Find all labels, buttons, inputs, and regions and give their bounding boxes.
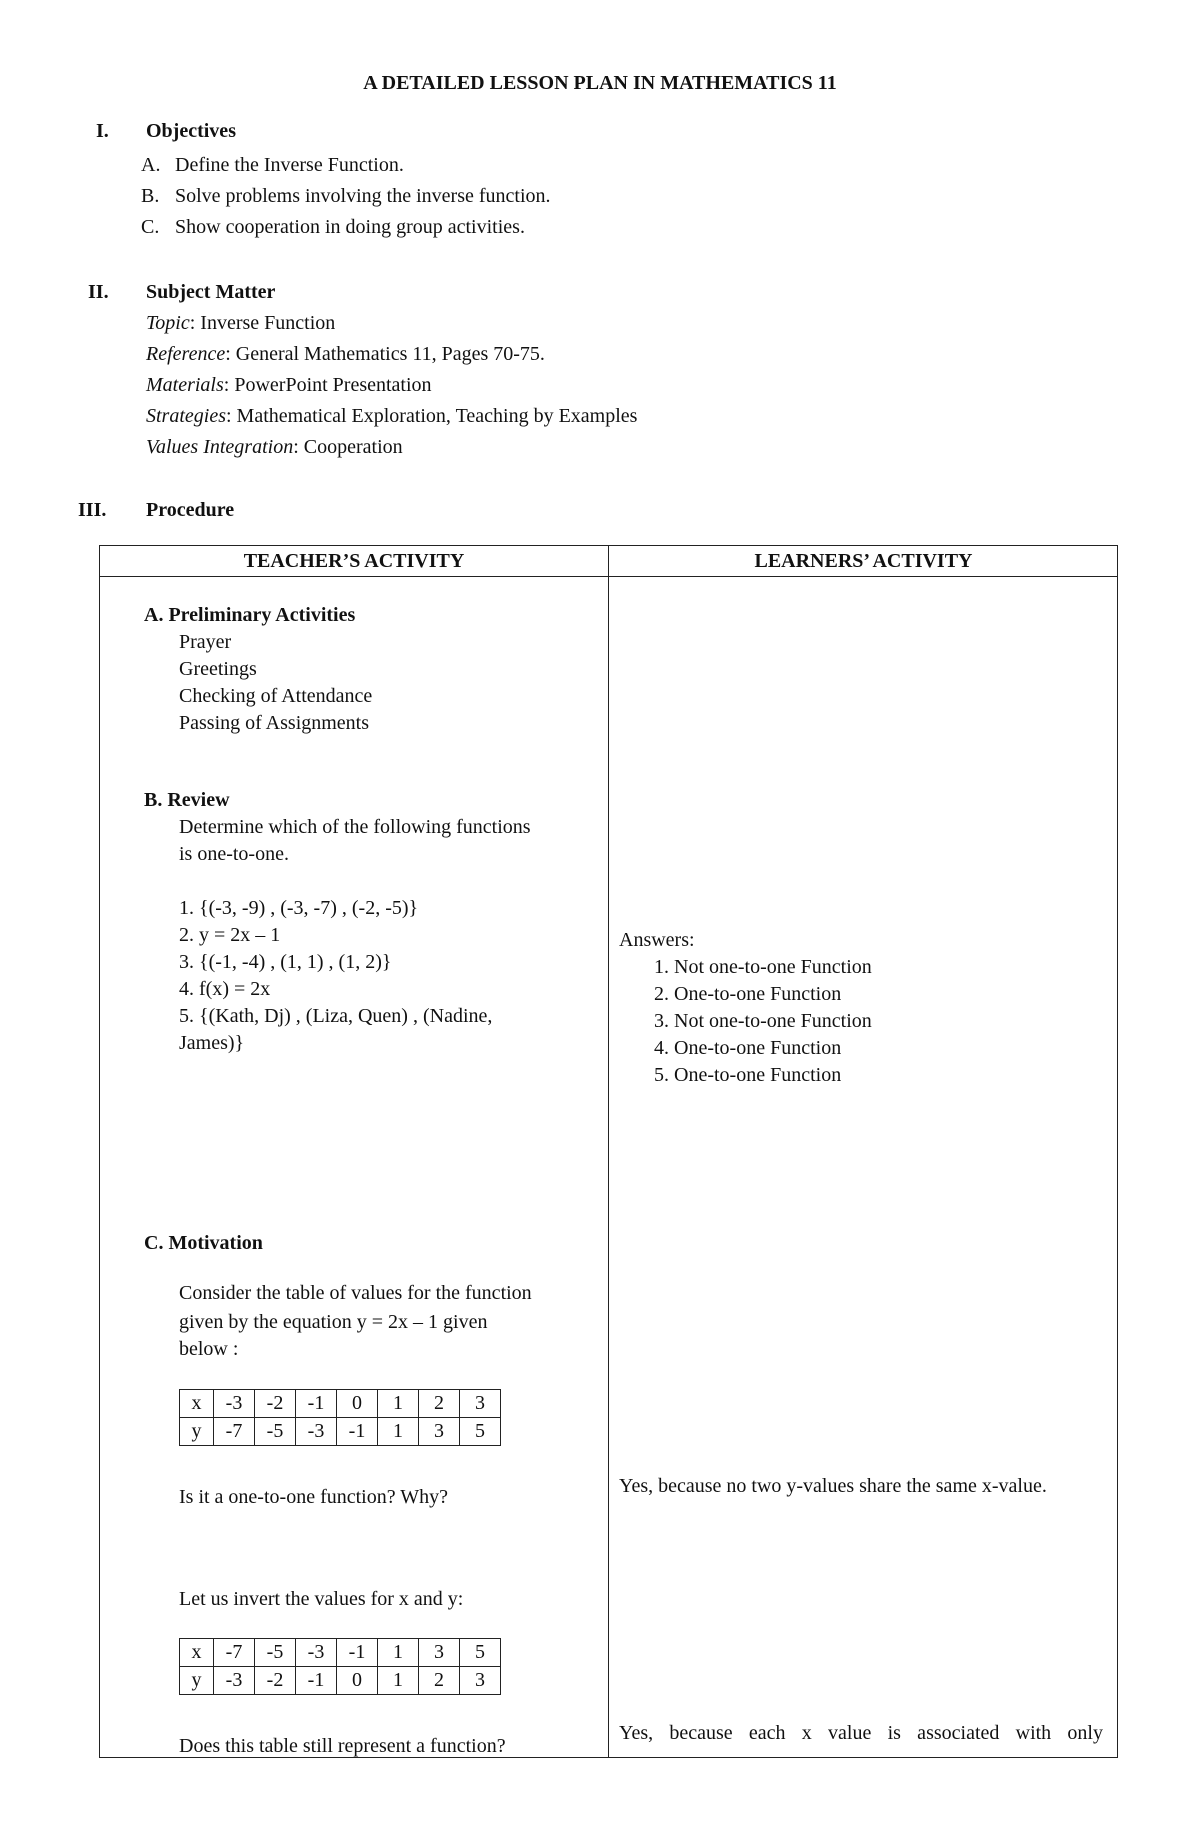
prelim-item: Passing of Assignments bbox=[179, 712, 370, 734]
motivation-intro: given by the equation y = 2x – 1 given bbox=[179, 1311, 488, 1333]
answer-item: 1. Not one-to-one Function bbox=[654, 956, 872, 978]
answers-label: Answers: bbox=[619, 929, 695, 951]
table-cell: -7 bbox=[214, 1639, 255, 1667]
header-divider bbox=[100, 576, 1117, 577]
table-cell: -3 bbox=[214, 1390, 255, 1418]
section-number-subject-matter: II. bbox=[88, 281, 109, 303]
answer-item: 3. Not one-to-one Function bbox=[654, 1010, 872, 1032]
table-cell: 3 bbox=[460, 1390, 501, 1418]
table-cell: -7 bbox=[214, 1418, 255, 1446]
materials-line: Materials: PowerPoint Presentation bbox=[146, 374, 432, 396]
review-intro: is one-to-one. bbox=[179, 843, 289, 865]
table-cell: -3 bbox=[296, 1639, 337, 1667]
motivation-question: Is it a one-to-one function? Why? bbox=[179, 1486, 448, 1508]
objective-item: A. bbox=[141, 154, 161, 176]
topic-line: Topic: Inverse Function bbox=[146, 312, 336, 334]
table-cell: 0 bbox=[337, 1667, 378, 1695]
table-cell: 1 bbox=[378, 1667, 419, 1695]
answer-item: 2. One-to-one Function bbox=[654, 983, 842, 1005]
objective-text: Solve problems involving the inverse function. bbox=[175, 185, 551, 207]
procedure-table bbox=[99, 545, 1118, 1758]
prelim-item: Greetings bbox=[179, 658, 257, 680]
preliminary-heading: A. Preliminary Activities bbox=[144, 604, 356, 626]
motivation-intro: below : bbox=[179, 1338, 239, 1360]
table-cell: 1 bbox=[378, 1418, 419, 1446]
table-cell: x bbox=[180, 1639, 214, 1667]
motivation-heading: C. Motivation bbox=[144, 1232, 263, 1254]
table-cell: -2 bbox=[255, 1667, 296, 1695]
section-heading-objectives: Objectives bbox=[146, 120, 236, 142]
section-number-procedure: III. bbox=[78, 499, 107, 521]
table-row-x bbox=[180, 1390, 501, 1418]
review-item: 4. f(x) = 2x bbox=[179, 978, 271, 1000]
table-cell: 3 bbox=[419, 1418, 460, 1446]
table-cell: x bbox=[180, 1390, 214, 1418]
table-cell: -5 bbox=[255, 1418, 296, 1446]
prelim-item: Prayer bbox=[179, 631, 232, 653]
learner-activity-header: LEARNERS’ ACTIVITY bbox=[754, 550, 973, 572]
review-item: 3. {(-1, -4) , (1, 1) , (1, 2)} bbox=[179, 951, 392, 973]
invert-instruction: Let us invert the values for x and y: bbox=[179, 1588, 464, 1610]
reference-line: Reference: General Mathematics 11, Pages 70-75. bbox=[146, 343, 545, 365]
prelim-item: Checking of Attendance bbox=[179, 685, 373, 707]
review-item: James)} bbox=[179, 1032, 245, 1054]
table-cell: 5 bbox=[460, 1639, 501, 1667]
review-intro: Determine which of the following functions bbox=[179, 816, 531, 838]
document-title: A DETAILED LESSON PLAN IN MATHEMATICS 11 bbox=[363, 72, 837, 94]
table-cell: -1 bbox=[337, 1418, 378, 1446]
table-cell: 5 bbox=[460, 1418, 501, 1446]
table-cell: -2 bbox=[255, 1390, 296, 1418]
table-cell: -1 bbox=[296, 1667, 337, 1695]
motivation-intro: Consider the table of values for the function bbox=[179, 1282, 532, 1304]
review-item: 5. {(Kath, Dj) , (Liza, Quen) , (Nadine, bbox=[179, 1005, 493, 1027]
motivation-answer: Yes, because each x value is associated with only bbox=[619, 1722, 1103, 1744]
objective-text: Define the Inverse Function. bbox=[175, 154, 404, 176]
table-cell: y bbox=[180, 1667, 214, 1695]
objective-item: B. bbox=[141, 185, 160, 207]
motivation-question: Does this table still represent a function? bbox=[179, 1735, 506, 1757]
table-cell: 2 bbox=[419, 1667, 460, 1695]
review-item: 1. {(-3, -9) , (-3, -7) , (-2, -5)} bbox=[179, 897, 419, 919]
objective-item: C. bbox=[141, 216, 160, 238]
table-cell: -1 bbox=[296, 1390, 337, 1418]
section-heading-procedure: Procedure bbox=[146, 499, 235, 521]
section-heading-subject-matter: Subject Matter bbox=[146, 281, 276, 303]
motivation-answer: Yes, because no two y-values share the same x-value. bbox=[619, 1475, 1047, 1497]
review-item: 2. y = 2x – 1 bbox=[179, 924, 281, 946]
values-table-inverted bbox=[179, 1638, 501, 1695]
table-cell: -3 bbox=[214, 1667, 255, 1695]
table-cell: 3 bbox=[460, 1667, 501, 1695]
table-cell: 2 bbox=[419, 1390, 460, 1418]
section-number-objectives: I. bbox=[96, 120, 109, 142]
review-heading: B. Review bbox=[144, 789, 230, 811]
answer-item: 4. One-to-one Function bbox=[654, 1037, 842, 1059]
table-cell: -1 bbox=[337, 1639, 378, 1667]
teacher-activity-header: TEACHER’S ACTIVITY bbox=[243, 550, 465, 572]
table-row-y bbox=[180, 1667, 501, 1695]
table-cell: -5 bbox=[255, 1639, 296, 1667]
table-row-x bbox=[180, 1639, 501, 1667]
strategies-line: Strategies: Mathematical Exploration, Teaching by Examples bbox=[146, 405, 638, 427]
values-table-original bbox=[179, 1389, 501, 1446]
objective-text: Show cooperation in doing group activities. bbox=[175, 216, 525, 238]
table-cell: y bbox=[180, 1418, 214, 1446]
answer-item: 5. One-to-one Function bbox=[654, 1064, 842, 1086]
table-row-y bbox=[180, 1418, 501, 1446]
table-cell: -3 bbox=[296, 1418, 337, 1446]
values-integration-line: Values Integration: Cooperation bbox=[146, 436, 403, 458]
table-cell: 3 bbox=[419, 1639, 460, 1667]
table-cell: 1 bbox=[378, 1639, 419, 1667]
column-divider bbox=[608, 546, 609, 1757]
table-cell: 0 bbox=[337, 1390, 378, 1418]
table-cell: 1 bbox=[378, 1390, 419, 1418]
